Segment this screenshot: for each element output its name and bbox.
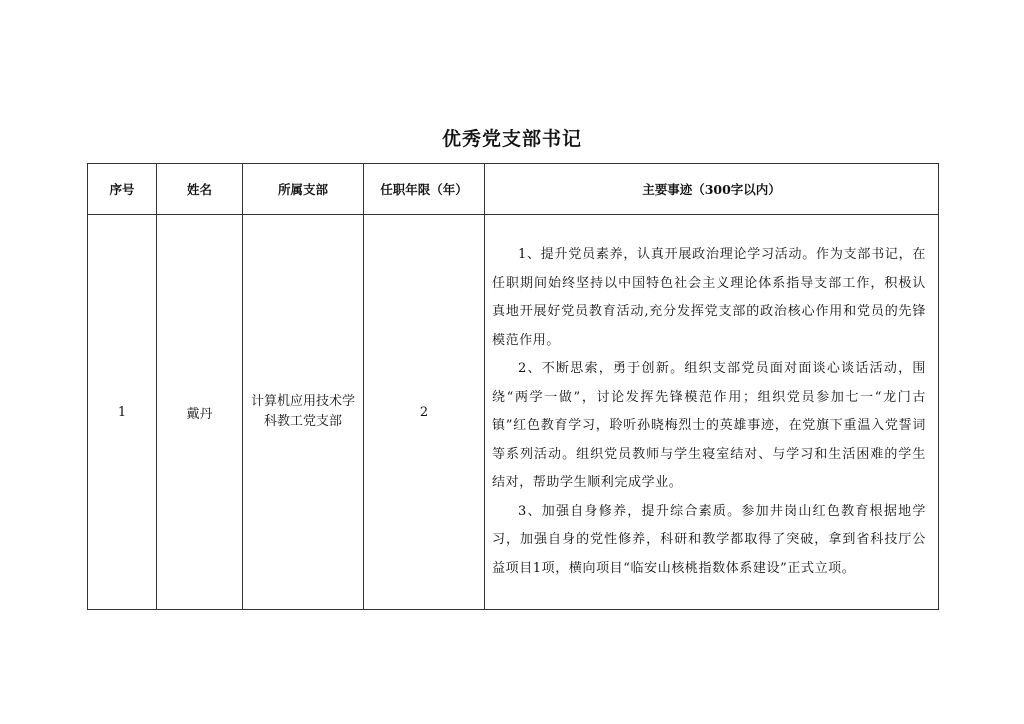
page-title: 优秀党支部书记 [441, 128, 582, 150]
cell-branch [243, 215, 364, 610]
header-serial: 序号 [88, 164, 157, 215]
header-deeds: 主要事迹（300字以内） [485, 164, 939, 215]
cell-deeds [485, 215, 939, 610]
cell-name: 戴丹 [157, 215, 243, 610]
header-branch: 所属支部 [243, 164, 364, 215]
table-header-row [88, 164, 939, 215]
deeds-paragraph-3: 3、加强自身修养，提升综合素质。参加井岗山红色教育根据地学习，加强自身的党性修养，科研和教学都取得了突破，拿到省科技厅公益项目1项，横向项目“临安山核桃指数体系建设”正式立项。 [492, 503, 926, 576]
cell-term: 2 [364, 215, 485, 610]
secretary-record-table [87, 163, 939, 610]
deeds-paragraph-2: 2、不断思索，勇于创新。组织支部党员面对面谈心谈话活动，围绕“两学一做”，讨论发挥先锋模范作用；组织党员参加七一“龙门古镇”红色教育学习，聆听孙晓梅烈士的英雄事迹，在党旗下重温入党誓词等系列活动。组织党员教师与学生寝室结对、与学习和生活困难的学生结对，帮助学生顺利完成学业。 [492, 361, 926, 490]
table-row [88, 215, 939, 610]
deeds-paragraph-1: 1、提升党员素养，认真开展政治理论学习活动。作为支部书记，在任职期间始终坚持以中国特色社会主义理论体系指导支部工作，积极认真地开展好党员教育活动,充分发挥党支部的政治核心作用和党员的先锋模范作用。 [492, 247, 926, 348]
header-term: 任职年限（年） [364, 164, 485, 215]
header-name: 姓名 [157, 164, 243, 215]
branch-text: 计算机应用技术学科教工党支部 [251, 394, 356, 429]
cell-serial: 1 [88, 215, 157, 610]
